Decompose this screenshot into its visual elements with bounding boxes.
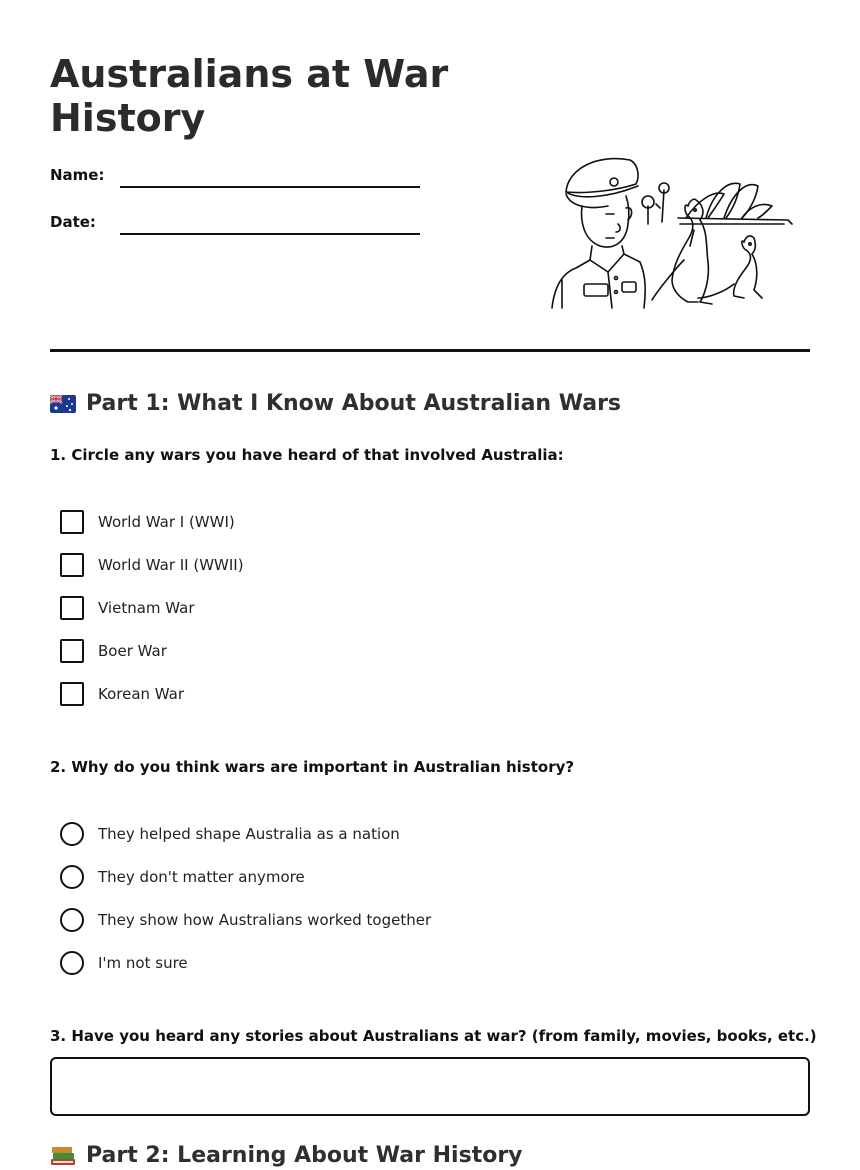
q2-option-label: They show how Australians worked together [98, 911, 432, 929]
books-icon [50, 1145, 76, 1167]
name-field[interactable] [120, 186, 420, 188]
radio-button[interactable] [60, 908, 84, 932]
date-label: Date: [50, 213, 96, 231]
part1-heading-text: Part 1: What I Know About Australian Wars [86, 391, 622, 416]
radio-button[interactable] [60, 865, 84, 889]
q1-option[interactable] [60, 638, 167, 664]
question-3: 3. Have you heard any stories about Australians at war? (from family, movies, books, etc.) [50, 1027, 817, 1045]
part2-heading-text: Part 2: Learning About War History [86, 1143, 523, 1168]
q3-answer-box[interactable] [50, 1057, 810, 1116]
worksheet-title: Australians at War History [50, 52, 449, 140]
q2-option[interactable] [60, 950, 188, 976]
header-divider [50, 349, 810, 352]
q2-option[interactable] [60, 907, 431, 933]
question-1: 1. Circle any wars you have heard of that involved Australia: [50, 446, 564, 464]
q1-option[interactable] [60, 681, 184, 707]
australian-flag-icon [50, 395, 76, 413]
part2-heading [50, 1142, 523, 1170]
checkbox[interactable] [60, 682, 84, 706]
q1-option-label: World War I (WWI) [98, 513, 235, 531]
soldier-kangaroo-illustration [548, 150, 798, 310]
checkbox[interactable] [60, 510, 84, 534]
question-2: 2. Why do you think wars are important in Australian history? [50, 758, 575, 776]
radio-button[interactable] [60, 951, 84, 975]
q1-option[interactable] [60, 595, 195, 621]
q2-option[interactable] [60, 864, 305, 890]
q1-option-label: Korean War [98, 685, 185, 703]
q2-option-label: They helped shape Australia as a nation [98, 825, 400, 843]
q2-option[interactable] [60, 821, 400, 847]
date-field[interactable] [120, 233, 420, 235]
checkbox[interactable] [60, 596, 84, 620]
q2-option-label: I'm not sure [98, 954, 188, 972]
name-label: Name: [50, 166, 105, 184]
q1-option[interactable] [60, 509, 235, 535]
q1-option-label: Boer War [98, 642, 167, 660]
q2-option-label: They don't matter anymore [98, 868, 305, 886]
checkbox[interactable] [60, 553, 84, 577]
part1-heading [50, 390, 621, 418]
q1-option-label: Vietnam War [98, 599, 195, 617]
q1-option[interactable] [60, 552, 244, 578]
q1-option-label: World War II (WWII) [98, 556, 244, 574]
checkbox[interactable] [60, 639, 84, 663]
radio-button[interactable] [60, 822, 84, 846]
